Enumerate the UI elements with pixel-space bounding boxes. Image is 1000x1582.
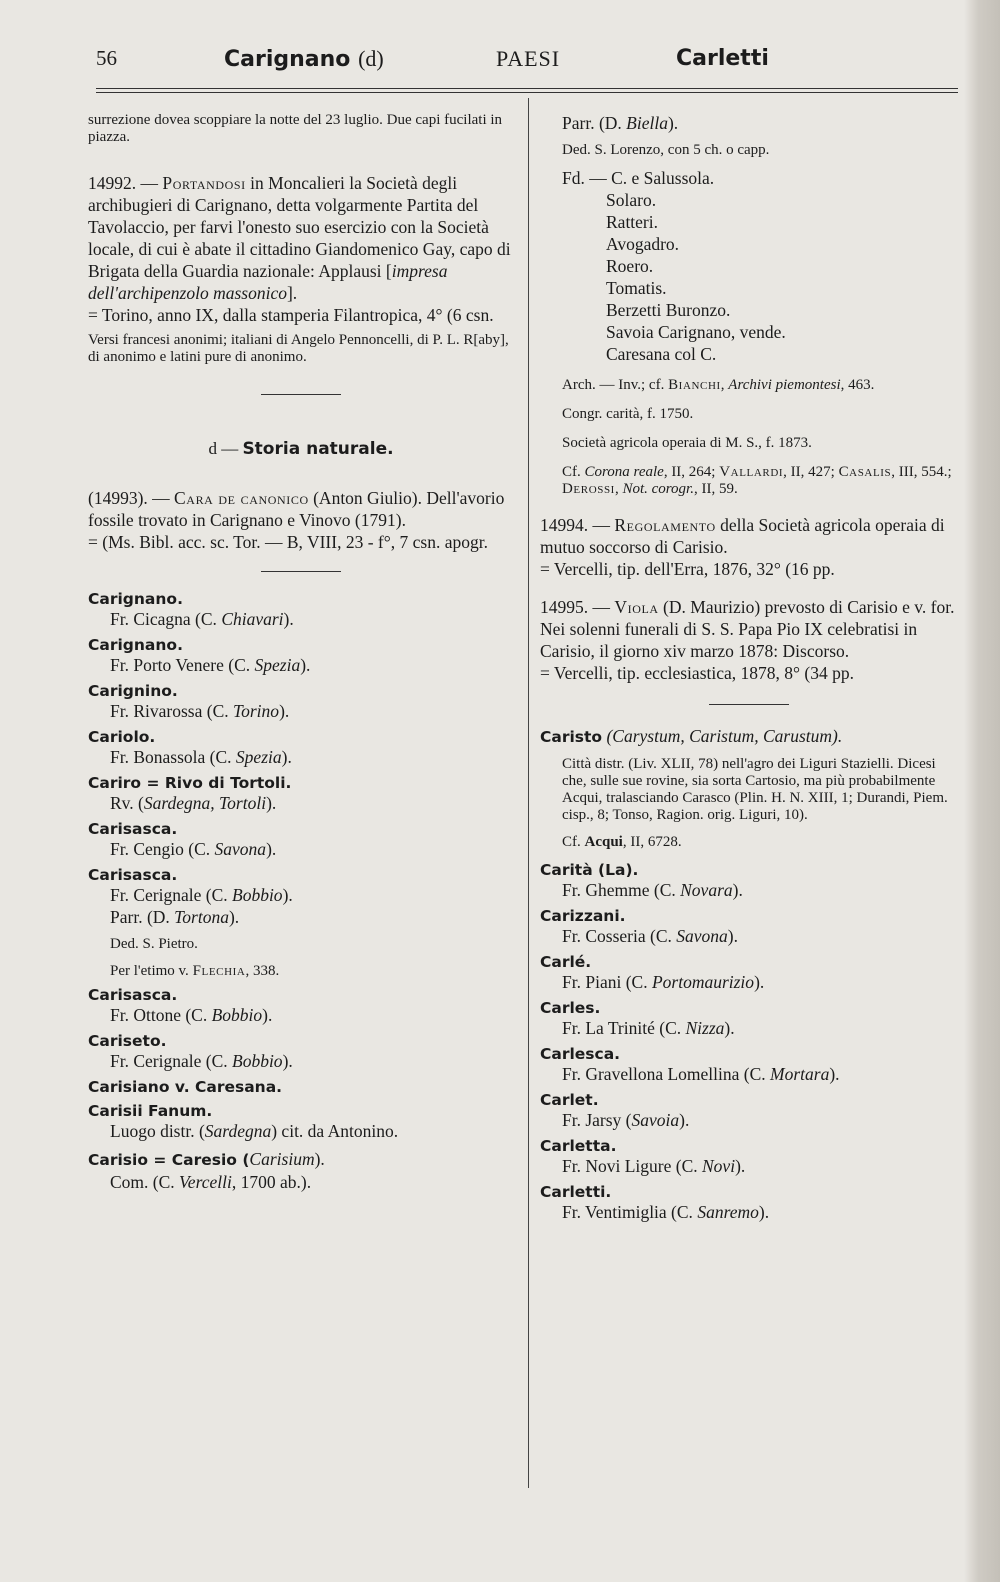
fd-list: Solaro. Ratteri. Avogadro. Roero. Tomatis. Berzetti Buronzo. Savoia Carignano, vende. Caresana col C. [606, 190, 786, 364]
place-carisasca-1: Carisasca. Fr. Cengio (C. Savona). [88, 820, 277, 859]
entry-14994-publication: = Vercelli, tip. dell'Erra, 1876, 32° (16 pp. [540, 559, 835, 579]
entry-14993: (14993). — Cara de canonico (Anton Giulio). Dell'avorio fossile trovato in Carignano e Vinovo (1791). [88, 488, 505, 530]
header-rule [96, 88, 958, 89]
place-carizzani: Carizzani. Fr. Cosseria (C. Savona). [540, 907, 738, 946]
place-cariseto: Cariseto. Fr. Cerignale (C. Bobbio). [88, 1032, 293, 1071]
entry-14992: 14992. — Portandosi in Moncalieri la Società degli archibugieri di Carignano, detta volgarmente Partita del Tavolaccio, per farvi l'onesto suo esercizio con la Società locale, di cui è abate il cittadino Giandomenico Gay, capo di Brigata della Guardia nazionale: Applausi [impresa dell'archipenzolo massonico]. [88, 173, 511, 303]
societa-line: Società agricola operaia di M. S., f. 1873. [562, 435, 812, 451]
left-column [88, 112, 514, 1199]
entry-14993-publication: = (Ms. Bibl. acc. sc. Tor. — B, VIII, 23 - f°, 7 csn. apogr. [88, 532, 488, 552]
entry-14992-publication: = Torino, anno IX, dalla stamperia Filantropica, 4° (6 csn. [88, 305, 494, 325]
section-heading: d — Storia naturale. [208, 439, 394, 459]
arch-line: Arch. — Inv.; cf. Bianchi, Archivi piemontesi, 463. [562, 377, 875, 393]
left-running-title: Carignano (d) [224, 46, 384, 72]
caristo-note: Città distr. (Liv. XLII, 78) nell'agro dei Liguri Stazielli. Dicesi che, sulle sue rovine, sia sorta Cartosio, ma più probabilmente Acqui, tralasciando Carasco (Plin. H. N. XIII, 1; Durandi, Piem. cisp., 8; Tonso, Ragion. orig. Liguri, 10). [562, 756, 948, 823]
continuation-text: surrezione dovea scoppiare la notte del 23 luglio. Due capi fucilati in piazza. [88, 112, 503, 145]
entry-14992-note: Versi francesi anonimi; italiani di Angelo Pennoncelli, di P. L. R[aby], di anonimo e latini pure di anonimo. [88, 332, 509, 365]
center-running-title: PAESI [496, 46, 561, 71]
place-carignano-2: Carignano. Fr. Porto Venere (C. Spezia). [88, 636, 311, 675]
ded-line: Ded. S. Lorenzo, con 5 ch. o capp. [562, 142, 770, 158]
place-carisio: Carisio = Caresio (Carisium). Com. (C. Vercelli, 1700 ab.). [88, 1149, 325, 1192]
place-carisiano: Carisiano v. Caresana. [88, 1078, 283, 1096]
place-carle: Carlé. Fr. Piani (C. Portomaurizio). [540, 953, 765, 992]
parr-line: Parr. (D. Biella). [562, 113, 679, 133]
entry-14995: 14995. — Viola (D. Maurizio) prevosto di Carisio e v. for. Nei solenni funerali di S. S. Papa Pio IX celebratisi in Carisio, il giorno xiv marzo 1878: Discorso. [540, 597, 955, 661]
place-carignino: Carignino. Fr. Rivarossa (C. Torino). [88, 682, 290, 721]
separator [261, 394, 341, 395]
entry-14994: 14994. — Regolamento della Società agricola operaia di mutuo soccorso di Carisio. [540, 515, 945, 557]
page-edge-shadow [964, 0, 1000, 1582]
place-carlet: Carlet. Fr. Jarsy (Savoia). [540, 1091, 690, 1130]
page-number: 56 [96, 46, 117, 70]
cf-line: Cf. Corona reale, II, 264; Vallardi, II, 427; Casalis, III, 554.; Derossi, Not. corogr., II, 59. [562, 464, 952, 497]
place-carletti: Carletti. Fr. Ventimiglia (C. Sanremo). [540, 1183, 770, 1222]
place-cariolo: Cariolo. Fr. Bonassola (C. Spezia). [88, 728, 292, 767]
separator [709, 704, 789, 705]
place-carita: Carità (La). Fr. Ghemme (C. Novara). [540, 861, 743, 900]
congr-line: Congr. carità, f. 1750. [562, 406, 694, 422]
header-rule-thin [96, 92, 958, 93]
place-carisasca-3: Carisasca. Fr. Ottone (C. Bobbio). [88, 986, 273, 1025]
running-header [96, 42, 956, 82]
separator [261, 571, 341, 572]
place-cariro: Cariro = Rivo di Tortoli. Rv. (Sardegna, Tortoli). [88, 774, 292, 813]
place-carisasca-2: Carisasca. Fr. Cerignale (C. Bobbio). Parr. (D. Tortona). Ded. S. Pietro. Per l'etimo v. Flechia, 338. [88, 866, 293, 979]
place-carignano-1: Carignano. Fr. Cicagna (C. Chiavari). [88, 590, 294, 629]
place-carisii-fanum: Carisii Fanum. Luogo distr. (Sardegna) cit. da Antonino. [88, 1102, 399, 1141]
caristo-cf: Cf. Acqui, II, 6728. [562, 834, 682, 850]
right-running-title: Carletti [676, 46, 769, 71]
place-carles: Carles. Fr. La Trinité (C. Nizza). [540, 999, 735, 1038]
entry-14995-publication: = Vercelli, tip. ecclesiastica, 1878, 8° (34 pp. [540, 663, 854, 683]
right-column [540, 112, 958, 1229]
place-carletta: Carletta. Fr. Novi Ligure (C. Novi). [540, 1137, 746, 1176]
place-carlesca: Carlesca. Fr. Gravellona Lomellina (C. Mortara). [540, 1045, 840, 1084]
place-caristo: Caristo (Carystum, Caristum, Carustum). [540, 726, 843, 746]
fd-first: Fd. — C. e Salussola. [562, 168, 715, 188]
column-divider [528, 98, 529, 1488]
